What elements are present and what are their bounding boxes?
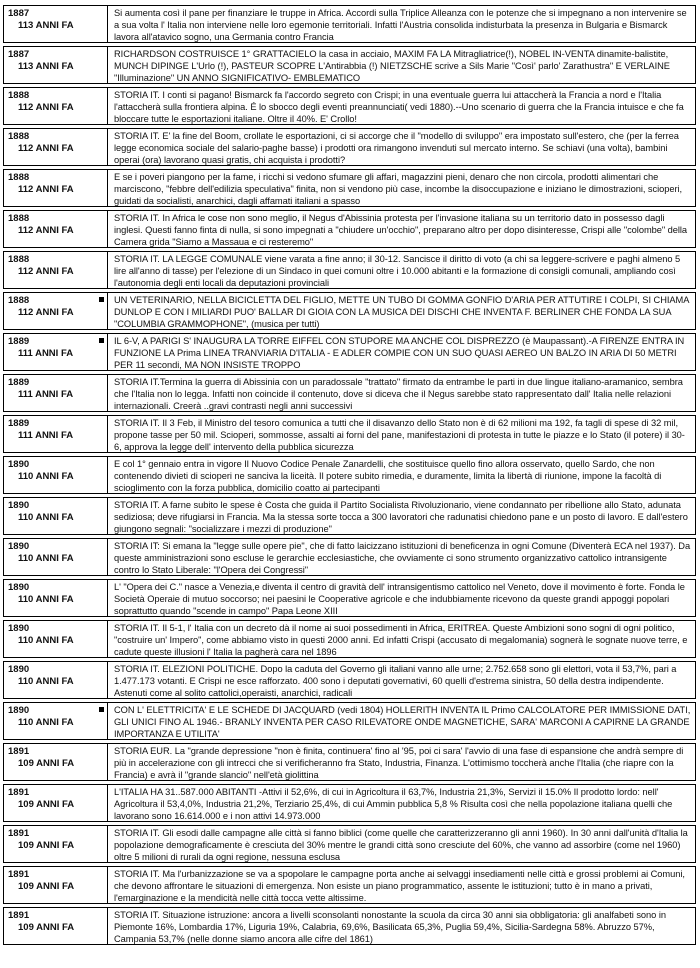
year-cell bbox=[4, 88, 108, 124]
timeline-row bbox=[3, 169, 696, 207]
entry-text: STORIA IT. In Africa le cose non sono meglio, il Negus d'Abissinia protesta per l'invasione italiana su un territorio dato in possesso dagli inglesi. Questi fanno finta di nulla, si sono impegnati a "chiudere un'occhio", preparano altro per dopo disinteresse, Crispi alle "colombe" della Camera grida "Siamo a Massaua e ci resteremo" bbox=[114, 213, 688, 247]
year-cell bbox=[4, 744, 108, 780]
years-ago: 111 ANNI FA bbox=[18, 389, 74, 400]
years-ago: 112 ANNI FA bbox=[18, 102, 74, 113]
timeline-row bbox=[3, 866, 696, 904]
entry-text: E col 1° gennaio entra in vigore Il Nuovo Codice Penale Zanardelli, che sostituisce quello fino allora osservato, quello Sardo, che non contenendo divieti di scioperi ne sanciva la liceità. Il potere subito rimedia, e duramente, limita la libertà di riunione, impone la facoltà di scioglimento con la forza pubblica, domicilio coatto ai partecipanti bbox=[114, 459, 662, 493]
years-ago: 110 ANNI FA bbox=[18, 635, 74, 646]
timeline-row bbox=[3, 251, 696, 289]
timeline-row bbox=[3, 128, 696, 166]
year: 1891 bbox=[8, 869, 30, 880]
entry-text: STORIA IT. Situazione istruzione: ancora a livelli sconsolanti nonostante la scuola da circa 30 anni sia obbligatoria: gli analfabeti sono in Piemonte 16%, Lombardia 17%, Liguria 19%, Calabria, 69,6%, Basilicata 65,3%, Puglia 59,4%, Sicilia-Sardegna 58%. Abruzzo 57%, Campania 53,7% (nelle donne siamo ancora alle cifre del 1861) bbox=[114, 910, 666, 944]
year: 1890 bbox=[8, 541, 30, 552]
years-ago: 110 ANNI FA bbox=[18, 471, 74, 482]
timeline-row bbox=[3, 333, 696, 371]
entry-text: STORIA IT. Il 5-1, l' Italia con un decreto dà il nome ai suoi possedimenti in Africa, ERITREA. Queste Ambizioni sono sogni di ogni politico, "costruire un' Impero", come abbiamo visto in questi 2000 anni. Ed infatti Crispi (accusato di megalomania) sognerà le sognate nuove terre, e cadute queste illusioni l' Italia la pagherà cara nel 1896 bbox=[114, 623, 688, 657]
year-cell bbox=[4, 293, 108, 329]
year-cell bbox=[4, 867, 108, 903]
year-cell bbox=[4, 580, 108, 616]
year: 1888 bbox=[8, 131, 30, 142]
years-ago: 109 ANNI FA bbox=[18, 758, 75, 769]
year-cell bbox=[4, 785, 108, 821]
years-ago: 113 ANNI FA bbox=[18, 61, 74, 72]
year: 1888 bbox=[8, 90, 30, 101]
year: 1890 bbox=[8, 459, 30, 470]
year: 1890 bbox=[8, 582, 30, 593]
years-ago: 111 ANNI FA bbox=[18, 348, 74, 359]
years-ago: 111 ANNI FA bbox=[18, 430, 74, 441]
year-cell bbox=[4, 662, 108, 698]
year: 1891 bbox=[8, 787, 30, 798]
year: 1889 bbox=[8, 377, 30, 388]
square-bullet-icon bbox=[99, 707, 104, 712]
timeline-row bbox=[3, 661, 696, 699]
year: 1889 bbox=[8, 336, 30, 347]
year-cell bbox=[4, 703, 108, 739]
entry-text: STORIA IT.Termina la guerra di Abissinia con un paradossale "trattato" firmato da entrambe le parti in due lingue italiano-aramanico, sembra che l'Italia non lo legga. Infatti non coincide il contenuto, dove si diceva che il Negus sarebbe stato rappresentato dall' Italia nelle relazioni internazionali. Creerà ..gravi contrasti negli anni successivi bbox=[114, 377, 683, 411]
year: 1887 bbox=[8, 8, 30, 19]
years-ago: 109 ANNI FA bbox=[18, 799, 75, 810]
timeline-row bbox=[3, 374, 696, 412]
entry-text: UN VETERINARIO, NELLA BICICLETTA DEL FIGLIO, METTE UN TUBO DI GOMMA GONFIO D'ARIA PER ATTUTIRE I COLPI, SI CHIAMA DUNLOP E CON I MILIARDI PUO' BALLAR DI GIOIA CON LA MUSICA DEI DISCHI CHE INVENTA F. BERLINER CHE FONDA LA SUA "COLUMBIA GRAMMOPHONE", (musica per tutti) bbox=[114, 295, 689, 329]
entry-text: L' "Opera dei C." nasce a Venezia,e diventa il centro di gravità dell' intransigentismo cattolico nel Veneto, dove il movimento è forte. Fonda le Società Operaie di mutuo soccorso; nei paesini le Cooperative agricole e che indubbiamente ricevono da queste grandi appoggi popolari soprattutto quando "scende in campo" Papa Leone XIII bbox=[114, 582, 685, 616]
years-ago: 112 ANNI FA bbox=[18, 143, 74, 154]
timeline-row bbox=[3, 538, 696, 576]
timeline-row bbox=[3, 743, 696, 781]
timeline-table bbox=[3, 5, 696, 948]
years-ago: 110 ANNI FA bbox=[18, 594, 74, 605]
year-cell bbox=[4, 826, 108, 862]
year-cell bbox=[4, 211, 108, 247]
timeline-row bbox=[3, 825, 696, 863]
square-bullet-icon bbox=[99, 338, 104, 343]
years-ago: 110 ANNI FA bbox=[18, 717, 74, 728]
entry-text: STORIA IT. ELEZIONI POLITICHE. Dopo la caduta del Governo gli italiani vanno alle urne; 2.752.658 sono gli elettori, vota il 53,7%, pari a 1.477.173 votanti. E Crispi ne esce rafforzato. 400 sono i deputati governativi, 60 quelli d'estrema sinistra, 50 della destra indipendente. Astenuti come al solito cattolici,operaisti, anarchici, radicali bbox=[114, 664, 677, 698]
entry-text: Si aumenta così il pane per finanziare le truppe in Africa. Accordi sulla Triplice Alleanza con le potenze che si impegnano a non intervenire se a sua volta l' Italia non interviene nelle loro egemonie territoriali. Infatti l'Austria consolida indisturbata la presenza in Bulgaria e Bismarck lavora all'atavico sogno, una Germania contro Francia bbox=[114, 8, 687, 42]
years-ago: 112 ANNI FA bbox=[18, 184, 74, 195]
timeline-row bbox=[3, 456, 696, 494]
year-cell bbox=[4, 498, 108, 534]
year: 1887 bbox=[8, 49, 30, 60]
entry-text: STORIA IT. LA LEGGE COMUNALE viene varata a fine anno; il 30-12. Sancisce il diritto di voto (a chi sa leggere-scrivere e paghi almeno 5 lire all'anno di tasse) per l'elezione di un Sindaco in quei comuni oltre i 10.000 abitanti e la formazione di consigli comunali, ampliando così l'autonomia degli enti locali da deputazioni provinciali bbox=[114, 254, 681, 288]
year-cell bbox=[4, 47, 108, 83]
year: 1888 bbox=[8, 295, 30, 306]
timeline-row bbox=[3, 907, 696, 945]
entry-text: STORIA IT. A farne subito le spese è Costa che guida il Partito Socialista Rivoluzionario, viene condannato per ribellione allo Stato, adunata sediziosa; deve rifugiarsi in Francia. Ma la stessa sorte tocca a 300 lavoratori che radunatisi chiedono pane e un posto di lavoro. E dall'estero giungono segnali: "socializzare i mezzi di produzione" bbox=[114, 500, 688, 534]
timeline-row bbox=[3, 620, 696, 658]
entry-text: L'ITALIA HA 31..587.000 ABITANTI -Attivi il 52,6%, di cui in Agricoltura il 63,7%, Industria 21,3%, Servizi il 15.0% Il prodotto lordo: nell' Agricoltura il 53,4,0%, Industria 21,2%, Terziario 25,4%, di cui Ammin pubblica 5,8 % Risulta così che nella popolazione italiana quelli che lavorano sono 16.614.000 e i non attivi 14.973.000 bbox=[114, 787, 673, 821]
year-cell bbox=[4, 170, 108, 206]
entry-text: E se i poveri piangono per la fame, i ricchi si vedono sfumare gli affari, magazzini pieni, denaro che non circola, prodotti alimentari che marciscono, "febbre dell'edilizia speculativa" finita, non si vendono più case, incombe la disoccupazione e iniziano le dimostrazioni, scioperi, guidati da socialisti, anarchici, dagli affamati italiani a spasso bbox=[114, 172, 683, 206]
years-ago: 109 ANNI FA bbox=[18, 840, 75, 851]
year-cell bbox=[4, 621, 108, 657]
year-cell bbox=[4, 129, 108, 165]
timeline-row bbox=[3, 210, 696, 248]
year-cell bbox=[4, 375, 108, 411]
year: 1889 bbox=[8, 418, 30, 429]
timeline-row bbox=[3, 784, 696, 822]
timeline-row bbox=[3, 702, 696, 740]
year: 1890 bbox=[8, 664, 30, 675]
years-ago: 112 ANNI FA bbox=[18, 266, 74, 277]
timeline-row bbox=[3, 415, 696, 453]
years-ago: 112 ANNI FA bbox=[18, 307, 74, 318]
years-ago: 110 ANNI FA bbox=[18, 512, 74, 523]
entry-text: STORIA IT. Il 3 Feb, il Ministro del tesoro comunica a tutti che il disavanzo dello Stato non è di 62 milioni ma 192, fa tagli di spese di 32 mil, propone tasse per 50 mil. Scioperi, sommosse, assalti ai forni del pane, manifestazioni di protesta in tutte le piazze e lo Stato (il potere) il 30-6, approva la legge dell' intervento della pubblica sicurezza bbox=[114, 418, 685, 452]
year-cell bbox=[4, 334, 108, 370]
entry-text: RICHARDSON COSTRUISCE 1° GRATTACIELO la casa in acciaio, MAXIM FA LA Mitragliatrice(!), NOBEL IN-VENTA dinamite-balistite, MUNCH DIPINGE L'Urlo (!), PASTEUR SCOPRE L'Antirabbia (!) NIETZSCHE scrive a Sils Marie "Così' parlo' Zarathustra" E VERLAINE "Illuminazione" UN ANNO SIGNIFICATIVO- EMBLEMATICO bbox=[114, 49, 670, 83]
year: 1888 bbox=[8, 213, 30, 224]
timeline-row bbox=[3, 497, 696, 535]
timeline-row bbox=[3, 87, 696, 125]
timeline-row bbox=[3, 46, 696, 84]
year: 1890 bbox=[8, 500, 30, 511]
year: 1891 bbox=[8, 746, 30, 757]
entry-text: STORIA EUR. La "grande depressione "non è finita, continuera' fino al '95, poi ci sara' l'avvio di una fase di espansione che andrà sempre di più in accelerazione con gli intrecci che si verificheranno fra Stato, Industria, Finanza. L'ottimismo toccherà anche l'Italia (che riapre con la Francia) e avrà il "grande slancio" nell'età giolittina bbox=[114, 746, 684, 780]
year: 1890 bbox=[8, 705, 30, 716]
entry-text: STORIA IT. I conti si pagano! Bismarck fa l'accordo segreto con Crispi; in una eventuale guerra lui attaccherà la Francia a nord e l'Italia l'attaccherà sulla frontiera alpina. É lo sbocco degli eventi preannunciati( vedi 1880).--Uno scenario di guerra che la Francia intuisce e che fa bloccare tutte le esportazioni italiane. Oltre il 40%. E' Crollo! bbox=[114, 90, 684, 124]
entry-text: IL 6-V, A PARIGI S' INAUGURA LA TORRE EIFFEL CON STUPORE MA ANCHE COL DISPREZZO (è Maupassant).-A FIRENZE ENTRA IN FUNZIONE LA Prima LINEA TRANVIARIA D'ITALIA - E ADLER COMPIE CON UN SUO QUASI AEREO UN BALZO IN ARIA DI 50 METRI PER 11 secondi, MA NON INSISTE TROPPO bbox=[114, 336, 685, 370]
year-cell bbox=[4, 252, 108, 288]
entry-text: STORIA IT: Si emana la "legge sulle opere pie", che di fatto laicizzano istituzioni di beneficenza in ogni Comune (Diventerà ECA nel 1937). Da queste amministrazioni sono escluse le gerarchie ecclesiastiche, che ovviamente ci sono strumento organizzativo cattolico intransigente contro lo Stato Liberale: "l'Opera dei Congressi" bbox=[114, 541, 691, 575]
years-ago: 109 ANNI FA bbox=[18, 881, 75, 892]
years-ago: 112 ANNI FA bbox=[18, 225, 74, 236]
entry-text: STORIA IT. Ma l'urbanizzazione se va a spopolare le campagne porta anche ai selvaggi insediamenti nelle città e grossi problemi ai Comuni, che devono affrontare le situazioni di emergenza. Non esiste un piano programmatico, assente le istituzioni; tutto è in mano a privati, l'emarginazione e la mendicità nelle città tocca vette altissime. bbox=[114, 869, 685, 903]
timeline-row bbox=[3, 5, 696, 43]
entry-text: CON L' ELETTRICITA' E LE SCHEDE DI JACQUARD (vedi 1804) HOLLERITH INVENTA IL Primo CALCOLATORE PER IMMISSIONE DATI, GLI UNICI FINO AL 1946.- BRANLY INVENTA PER CASO RILEVATORE ONDE MAGNETICHE, SARA' MARCONI A CAPIRNE LA GRANDE IMPORTANZA E UTILITA' bbox=[114, 705, 691, 739]
year-cell bbox=[4, 6, 108, 42]
years-ago: 110 ANNI FA bbox=[18, 676, 74, 687]
year: 1891 bbox=[8, 910, 30, 921]
years-ago: 110 ANNI FA bbox=[18, 553, 74, 564]
entry-text: STORIA IT. E' la fine del Boom, crollate le esportazioni, ci si accorge che il "modello di sviluppo" era impostato sull'estero, che (per la ferrea legge economica sociale del salario-paghe basse) i prodotti ora rimangono invenduti sul mercato interno. Se schiavi (una volta), bambini operai (ora) lavorano quasi gratis, chi acquista i prodotti? bbox=[114, 131, 679, 165]
years-ago: 109 ANNI FA bbox=[18, 922, 75, 933]
year: 1888 bbox=[8, 254, 30, 265]
year-cell bbox=[4, 539, 108, 575]
year: 1890 bbox=[8, 623, 30, 634]
entry-text: STORIA IT. Gli esodi dalle campagne alle città si fanno biblici (come quelle che caratterizzeranno gli anni 1960). In 30 anni dall'unità d'Italia la popolazione demograficamente è cresciuta del 30% mentre le grandi città sono cresciute del 60%, che vanno ad assorbire (come nel 1960) oltre 5 milioni di rurali da ogni regione, nessuna esclusa bbox=[114, 828, 688, 862]
square-bullet-icon bbox=[99, 297, 104, 302]
year: 1891 bbox=[8, 828, 30, 839]
timeline-row bbox=[3, 579, 696, 617]
timeline-row bbox=[3, 292, 696, 330]
year-cell bbox=[4, 457, 108, 493]
years-ago: 113 ANNI FA bbox=[18, 20, 74, 31]
year-cell bbox=[4, 908, 108, 944]
year: 1888 bbox=[8, 172, 30, 183]
year-cell bbox=[4, 416, 108, 452]
